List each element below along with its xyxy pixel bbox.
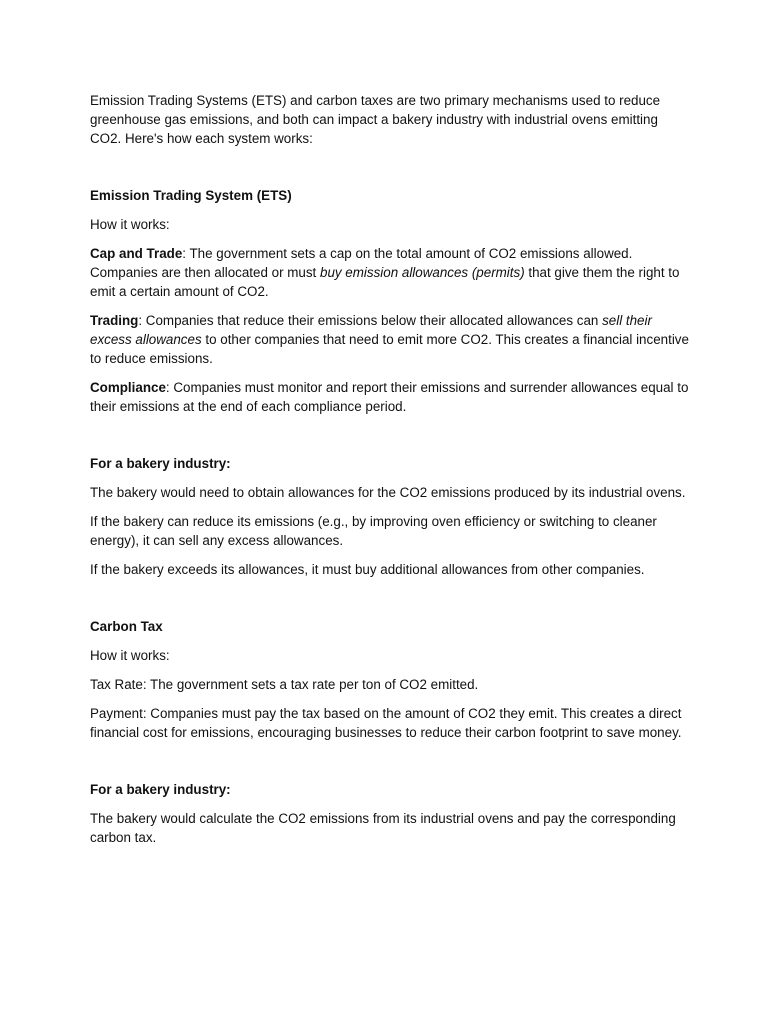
compliance-term: Compliance (90, 380, 166, 395)
compliance-paragraph (90, 378, 690, 416)
compliance-text: : Companies must monitor and report their emissions and surrender allowances equal to their emissions at the end of each compliance period. (90, 380, 689, 414)
trading-emphasis: sell their excess allowances (90, 313, 652, 347)
trading-term: Trading (90, 313, 139, 328)
cap-and-trade-term: Cap and Trade (90, 246, 183, 261)
ets-bakery-paragraph-2: If the bakery can reduce its emissions (e.g., by improving oven efficiency or switching to cleaner energy), it can sell any excess allowances. (90, 514, 657, 548)
cap-and-trade-emphasis: buy emission allowances (permits) (320, 265, 525, 280)
ets-heading: Emission Trading System (ETS) (90, 188, 292, 203)
ets-bakery-heading: For a bakery industry: (90, 456, 231, 471)
cap-and-trade-text-1: : The government sets a cap on the total amount of CO2 emissions allowed. Companies are then allocated or must (90, 246, 633, 280)
ets-how-it-works: How it works: (90, 217, 170, 232)
cap-and-trade-paragraph (90, 244, 690, 301)
carbon-tax-how-it-works: How it works: (90, 648, 170, 663)
carbon-tax-bakery-heading: For a bakery industry: (90, 782, 231, 797)
payment-paragraph: Payment: Companies must pay the tax based on the amount of CO2 they emit. This creates a direct financial cost for emissions, encouraging businesses to reduce their carbon footprint to save money. (90, 706, 682, 740)
trading-text-2: to other companies that need to emit more CO2. This creates a financial incentive to reduce emissions. (90, 332, 689, 366)
trading-text-1: : Companies that reduce their emissions below their allocated allowances can (138, 313, 603, 328)
ets-bakery-paragraph-3: If the bakery exceeds its allowances, it must buy additional allowances from other companies. (90, 562, 645, 577)
carbon-tax-bakery-paragraph: The bakery would calculate the CO2 emissions from its industrial ovens and pay the corresponding carbon tax. (90, 811, 676, 845)
intro-paragraph: Emission Trading Systems (ETS) and carbon taxes are two primary mechanisms used to reduce greenhouse gas emissions, and both can impact a bakery industry with industrial ovens emitting CO2. Here's how each system works: (90, 93, 661, 146)
tax-rate-paragraph: Tax Rate: The government sets a tax rate per ton of CO2 emitted. (90, 677, 479, 692)
carbon-tax-heading: Carbon Tax (90, 619, 163, 634)
cap-and-trade-text-2: that give them the right to emit a certain amount of CO2. (90, 265, 680, 299)
ets-bakery-paragraph-1: The bakery would need to obtain allowances for the CO2 emissions produced by its industrial ovens. (90, 485, 686, 500)
document-page (90, 91, 690, 857)
trading-paragraph (90, 311, 690, 368)
